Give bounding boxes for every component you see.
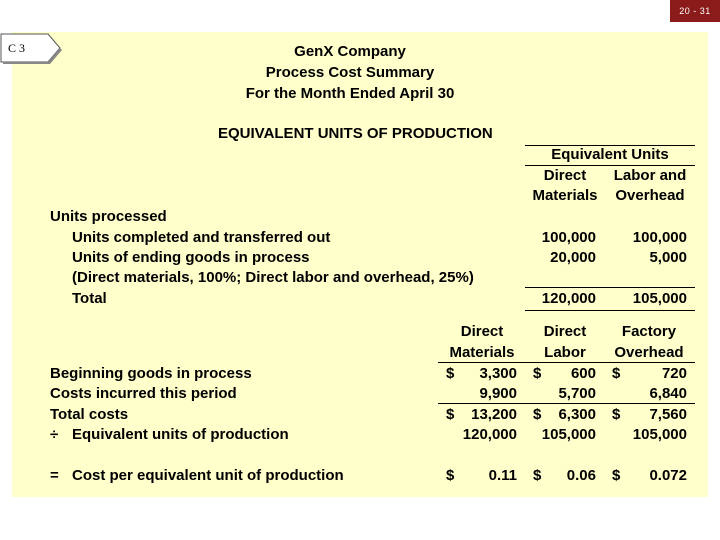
cost-dollar-sign: $ [446,467,455,484]
units-row-dm: 100,000 [541,229,596,246]
cost-dollar-sign: $ [533,365,542,382]
report-period: For the Month Ended April 30 [245,85,455,102]
cost-row-label: Cost per equivalent unit of production [72,467,344,484]
cost-dollar-sign: $ [612,467,621,484]
cost-dm-value: 9,900 [479,385,517,402]
total-rule [525,287,695,288]
company-name: GenX Company [294,43,406,60]
cost-row-label: Equivalent units of production [72,426,289,443]
cost-dm-value: 3,300 [479,365,517,382]
col-header-direct: Direct [543,167,587,184]
cost-foh-value: 0.072 [649,467,687,484]
subtotal-rule [438,403,695,404]
cost-col3-line2: Overhead [614,344,684,361]
units-row-dm: 20,000 [550,249,596,266]
header-rule [525,165,695,166]
units-total-label: Total [72,290,107,307]
cost-dl-value: 5,700 [558,385,596,402]
cost-foh-value: 7,560 [649,406,687,423]
cost-dl-value: 0.06 [566,467,596,484]
divide-symbol: ÷ [50,426,59,443]
cost-dl-value: 6,300 [558,406,596,423]
units-row-lo: 5,000 [649,249,687,266]
cost-row-label: Beginning goods in process [50,365,252,382]
col-header-labor-and: Labor and [613,167,687,184]
objective-tag [0,33,60,63]
top-bar [0,0,720,24]
cost-row-label: Costs incurred this period [50,385,237,402]
cost-dl-value: 105,000 [541,426,596,443]
cost-dm-value: 0.11 [488,467,517,484]
cost-col1-line1: Direct [460,323,504,340]
cost-col1-line2: Materials [449,344,515,361]
report-title: Process Cost Summary [265,64,435,81]
objective-tag-label: C 3 [8,41,26,55]
cost-col2-line2: Labor [544,344,586,361]
units-total-dm: 120,000 [541,290,596,307]
equivalent-units-header: Equivalent Units [551,146,669,163]
units-processed-heading: Units processed [50,208,167,225]
slide-number: 20 - 31 [670,0,720,22]
col-header-overhead: Overhead [615,187,685,204]
units-row-lo: 100,000 [632,229,687,246]
cost-dm-value: 120,000 [462,426,517,443]
cost-row-label: Total costs [50,406,129,423]
cost-dollar-sign: $ [612,406,621,423]
cost-dm-value: 13,200 [471,406,517,423]
cost-dollar-sign: $ [446,406,455,423]
total-rule [525,310,695,311]
cost-foh-value: 6,840 [649,385,687,402]
cost-col2-line1: Direct [543,323,587,340]
cost-foh-value: 720 [661,365,687,382]
units-row-label: Units completed and transferred out [72,229,331,246]
col-header-materials: Materials [532,187,598,204]
units-total-lo: 105,000 [632,290,687,307]
cost-dl-value: 600 [570,365,596,382]
units-row-label: Units of ending goods in process [72,249,310,266]
cost-col3-line1: Factory [621,323,677,340]
cost-header-rule [438,362,695,363]
section-title: EQUIVALENT UNITS OF PRODUCTION [218,125,493,142]
cost-dollar-sign: $ [446,365,455,382]
equals-symbol: = [50,467,59,484]
cost-dollar-sign: $ [533,467,542,484]
units-row-note: (Direct materials, 100%; Direct labor and overhead, 25%) [72,269,474,286]
cost-foh-value: 105,000 [632,426,687,443]
cost-dollar-sign: $ [533,406,542,423]
cost-dollar-sign: $ [612,365,621,382]
